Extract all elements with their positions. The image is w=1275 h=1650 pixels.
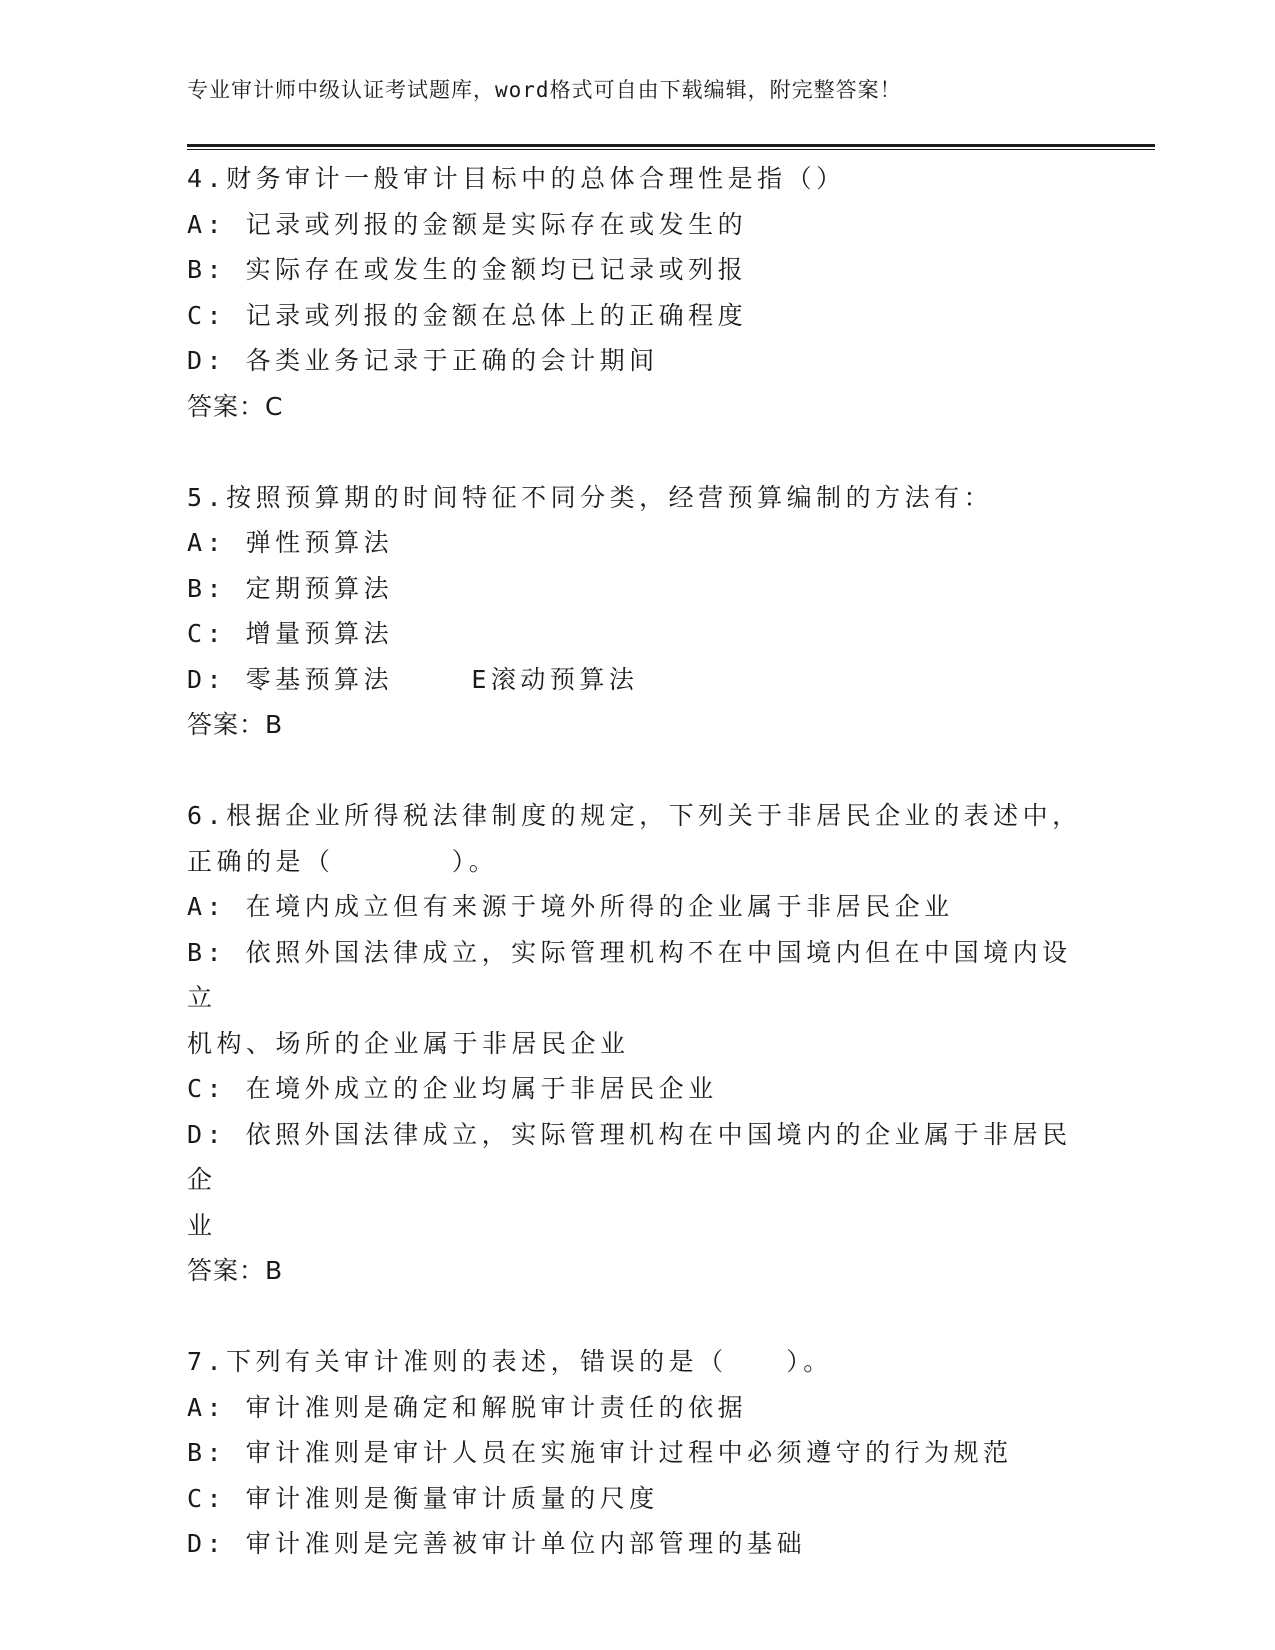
option-a: A: 记录或列报的金额是实际存在或发生的: [187, 209, 748, 239]
answer-line: 答案：B: [187, 710, 284, 739]
question-4: [187, 156, 1087, 429]
option-d: D: 依照外国法律成立，实际管理机构在中国境内的企业属于非居民企: [187, 1119, 1072, 1194]
option-b: B: 依照外国法律成立，实际管理机构不在中国境内但在中国境内设立: [187, 937, 1072, 1012]
option-a: A: 在境内成立但有来源于境外所得的企业属于非居民企业: [187, 892, 954, 921]
question-stem: 4.财务审计一般审计目标中的总体合理性是指（）: [187, 164, 846, 193]
option-d: D: 各类业务记录于正确的会计期间: [187, 346, 659, 375]
question-stem: 6.根据企业所得税法律制度的规定，下列关于非居民企业的表述中，: [187, 801, 1082, 830]
answer-line: 答案：B: [187, 1256, 284, 1285]
page-header: 专业审计师中级认证考试题库，word格式可自由下载编辑，附完整答案！: [187, 78, 902, 102]
header-rule-thick: [187, 144, 1155, 147]
option-a: A: 弹性预算法: [187, 528, 394, 557]
option-c: C: 增量预算法: [187, 619, 394, 648]
option-d-continued: 业: [187, 1210, 217, 1240]
option-d: D: 零基预算法 E滚动预算法: [187, 664, 639, 694]
questions-container: [187, 156, 1087, 1567]
option-c: C: 记录或列报的金额在总体上的正确程度: [187, 300, 748, 330]
option-c: C: 在境外成立的企业均属于非居民企业: [187, 1074, 718, 1103]
option-d: D: 审计准则是完善被审计单位内部管理的基础: [187, 1529, 807, 1558]
option-a: A: 审计准则是确定和解脱审计责任的依据: [187, 1392, 748, 1422]
option-b: B: 定期预算法: [187, 573, 394, 603]
question-6: [187, 793, 1087, 1294]
question-5: [187, 475, 1087, 748]
question-7: [187, 1339, 1087, 1567]
answer-line: 答案：C: [187, 391, 284, 421]
option-b: B: 实际存在或发生的金额均已记录或列报: [187, 255, 748, 284]
question-stem: 5.按照预算期的时间特征不同分类，经营预算编制的方法有：: [187, 482, 994, 512]
option-b: B: 审计准则是审计人员在实施审计过程中必须遵守的行为规范: [187, 1438, 1013, 1467]
question-stem: 7.下列有关审计准则的表述，错误的是（ ）。: [187, 1347, 833, 1376]
question-stem-continued: 正确的是（ ）。: [187, 846, 499, 876]
header-rule-thin: [187, 149, 1155, 150]
option-c: C: 审计准则是衡量审计质量的尺度: [187, 1483, 659, 1513]
option-b-continued: 机构、场所的企业属于非居民企业: [187, 1028, 630, 1058]
